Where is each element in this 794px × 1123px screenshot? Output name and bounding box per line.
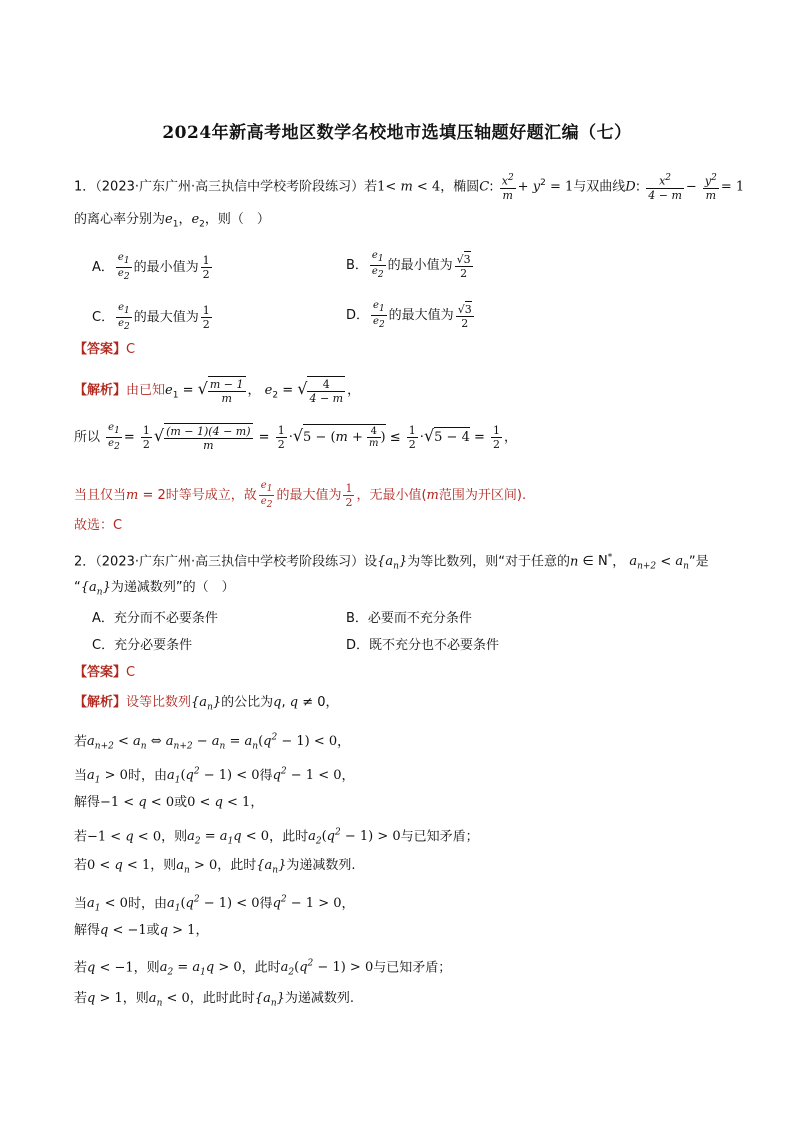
q2-a9d: 与已知矛盾；	[373, 960, 452, 976]
q2-a10a: 若	[74, 991, 88, 1006]
q1-stem-line2-end: ，则（ ）	[204, 212, 270, 227]
q2-a7b: 时，由	[127, 896, 167, 912]
q2-a10c: ，此时此时	[189, 991, 255, 1006]
q1-analysis-line1: 【解析】由已知$e_1$ = √ $\frac{m - 1}{m}$ ， $e_2$ = √ $\frac{4}{4 - m}$ ，	[74, 378, 361, 405]
q2-option-b	[346, 610, 472, 628]
q2-a7a: 当	[74, 896, 88, 912]
q2-stem-line2: “$\{a_n\}$为递减数列”的（ ）	[74, 580, 235, 598]
q1-choose: 故选：C	[74, 518, 123, 533]
option-text: 充分必要条件	[114, 638, 193, 653]
option-text: 的最小值为	[387, 258, 453, 273]
q2-stem-prefix: 2．（2023·广东广州·高三执信中学校考阶段练习）设	[74, 554, 378, 570]
answer-tag: 【答案】	[74, 342, 127, 357]
q1-option-c: C． $\frac{e_1}{e_2}$ 的最大值为 $\frac{1}{2}$	[92, 302, 210, 332]
option-text: 的最大值为	[133, 310, 199, 325]
q2-a3a: 当	[74, 768, 88, 784]
option-label: A．	[92, 260, 114, 275]
q1-l3-d: ，无最小值(	[356, 488, 427, 503]
q1-option-d: D． $\frac{e_1}{e_2}$ 的最大值为 $\frac{√3}{2}$	[346, 300, 472, 330]
q2-analysis-line3: 当$a_1 > 0$时，由$a_1(q^2 - 1) < 0$得$q^2 - 1 < 0$，	[74, 767, 355, 786]
answer-tag: 【答案】	[74, 665, 127, 680]
q2-a5b: ，则	[161, 829, 188, 845]
q2-a5c: ，此时	[269, 829, 309, 845]
q2-a6c: ，此时	[217, 858, 257, 873]
q1-stem-mid2: 与双曲线	[573, 179, 626, 195]
q2-analysis-line2: 若$a_{n+2} < a_n$ ⇔ $a_{n+2} - a_n = a_n(q^2 - 1) < 0$，	[74, 733, 351, 752]
option-label: C．	[92, 310, 115, 325]
q1-stem-prefix: 1．（2023·广东广州·高三执信中学校考阶段练习）若	[74, 179, 378, 195]
q1-stem-mid1: ，椭圆	[440, 179, 480, 195]
q2-a9b: ，则	[133, 960, 160, 976]
q1-hyperbola-frac1: $\frac{x^2}{4 - m}$	[648, 173, 682, 202]
q2-a1b: 的公比为	[221, 695, 274, 710]
q2-stem-line1: 2．（2023·广东广州·高三执信中学校考阶段练习）设$\{a_n\}$为等比数列，则“对于任意的n ∈ N*， $a_{n+2} < a_n$”是	[74, 553, 709, 572]
q2-a6d: 为递减数列.	[286, 858, 356, 873]
q2-a9a: 若	[74, 960, 88, 976]
q2-stem-mid: 为等比数列，则“对于任意的	[407, 554, 570, 570]
q2-a6a: 若	[74, 858, 88, 873]
option-text: 的最大值为	[388, 308, 454, 323]
q1-option-a: A． $\frac{e_1}{e_2}$ 的最小值为 $\frac{1}{2}$	[92, 252, 210, 282]
q1-stem-line2-text: 的离心率分别为	[74, 212, 166, 227]
q1-l3-c: 的最大值为	[276, 488, 342, 503]
q2-option-c	[92, 637, 192, 655]
q2-option-a	[92, 610, 218, 628]
option-text: 的最小值为	[133, 260, 199, 275]
q1-analysis-line2: 所以 $\frac{e_1}{e_2}$ = $\frac{1}{2}$ √ $\frac{(m - 1)(4 - m)}{m}$ = $\frac{1}{2}$ ·√5 − (m + $\frac{4}{m}$ ) ≤ $\frac{1}{2}$ ·√5 − 4 = $\frac{1}{2}$ ，	[74, 422, 518, 452]
answer-value: C	[126, 342, 136, 357]
q1-ellipse-frac1: $\frac{x^2}{m}$	[501, 173, 514, 202]
q2-a9c: ，此时	[241, 960, 281, 976]
q2-a1: 设等比数列	[126, 695, 192, 710]
q2-stem-end: ”是	[688, 554, 709, 570]
option-label: A．	[92, 611, 114, 626]
q2-a10d: 为递减数列.	[284, 991, 355, 1006]
analysis-tag: 【解析】	[74, 695, 127, 710]
q1-analysis-line3: 当且仅当m = 2时等号成立，故 $\frac{e_1}{e_2}$ 的最大值为 $\frac{1}{2}$ ，无最小值(m范围为开区间).	[74, 480, 527, 510]
q1-option-b: B． $\frac{e_1}{e_2}$ 的最小值为 $\frac{√3}{2}$	[346, 250, 471, 280]
q1-l3-b: 时等号成立，故	[165, 488, 257, 503]
q2-stem-line2-text: 为递减数列”的（ ）	[110, 580, 235, 595]
q2-analysis-line9: 若q < −1，则$a_2 = a_1q > 0$，此时$a_2(q^2 - 1) > 0$与已知矛盾；	[74, 959, 452, 978]
q2-analysis-line6: 若0 < q < 1，则$a_n > 0$，此时$\{a_n\}$为递减数列.	[74, 858, 356, 876]
q2-analysis-line10: 若q > 1，则$a_n < 0$，此时此时$\{a_n\}$为递减数列.	[74, 991, 355, 1009]
q2-a4: 解得	[74, 795, 101, 810]
q1-stem-line2: 的离心率分别为$e_1$，$e_2$，则（ ）	[74, 212, 270, 230]
q2-answer	[74, 664, 135, 682]
q2-option-d	[346, 637, 499, 655]
q2-a10b: ，则	[122, 991, 149, 1006]
option-label: C．	[92, 638, 115, 653]
q2-analysis-line8: 解得q < −1或q > 1，	[74, 923, 209, 938]
q2-analysis-line7: 当$a_1 < 0$时，由$a_1(q^2 - 1) < 0$得$q^2 - 1 > 0$，	[74, 895, 355, 914]
q2-a4b: 或	[174, 795, 188, 810]
q2-a2: 若	[74, 734, 88, 750]
option-text: 既不充分也不必要条件	[369, 638, 500, 653]
q2-analysis-line5: 若−1 < q < 0，则$a_2 = a_1q < 0$，此时$a_2(q^2 - 1) > 0$与已知矛盾；	[74, 828, 479, 847]
option-label: D．	[346, 308, 370, 323]
q2-a3b: 时，由	[127, 768, 167, 784]
q1-answer	[74, 341, 135, 359]
analysis-tag: 【解析】	[74, 383, 127, 398]
q2-a7c: 得	[259, 896, 273, 912]
option-text: 充分而不必要条件	[113, 611, 218, 626]
q2-a8a: 解得	[74, 923, 101, 938]
answer-value: C	[126, 665, 136, 680]
q2-a5d: 与已知矛盾；	[400, 829, 479, 845]
q1-analysis-l2-prefix: 所以	[74, 430, 101, 445]
q1-l3-e: 范围为开区间).	[438, 488, 527, 503]
option-label: B．	[346, 258, 368, 273]
q1-analysis-l1-text: 由已知	[126, 383, 166, 398]
q2-analysis-line4: 解得−1 < q < 0或0 < q < 1，	[74, 795, 264, 810]
option-label: B．	[346, 611, 368, 626]
option-text: 必要而不充分条件	[367, 611, 472, 626]
q2-a3c: 得	[259, 768, 273, 784]
q1-l3-a: 当且仅当	[74, 488, 127, 503]
page-title: 2024年新高考地区数学名校地市选填压轴题好题汇编（七）	[162, 123, 632, 143]
q2-a5a: 若	[74, 829, 88, 845]
q1-stem-line1: 1．（2023·广东广州·高三执信中学校考阶段练习）若1< m < 4，椭圆C: $\frac{x^2}{m}$ + $y^2 = 1$与双曲线D: $\frac{x^2}{4 - m}$ − $\frac{y^2}{m}$ = 1	[74, 173, 745, 202]
option-label: D．	[346, 638, 370, 653]
q2-a8b: 或	[146, 923, 160, 938]
q1-hyperbola-frac2: $\frac{y^2}{m}$	[704, 173, 717, 202]
q2-analysis-line1: 【解析】设等比数列$\{a_n\}$的公比为q, q ≠ 0，	[74, 695, 339, 713]
q2-a6b: ，则	[150, 858, 177, 873]
